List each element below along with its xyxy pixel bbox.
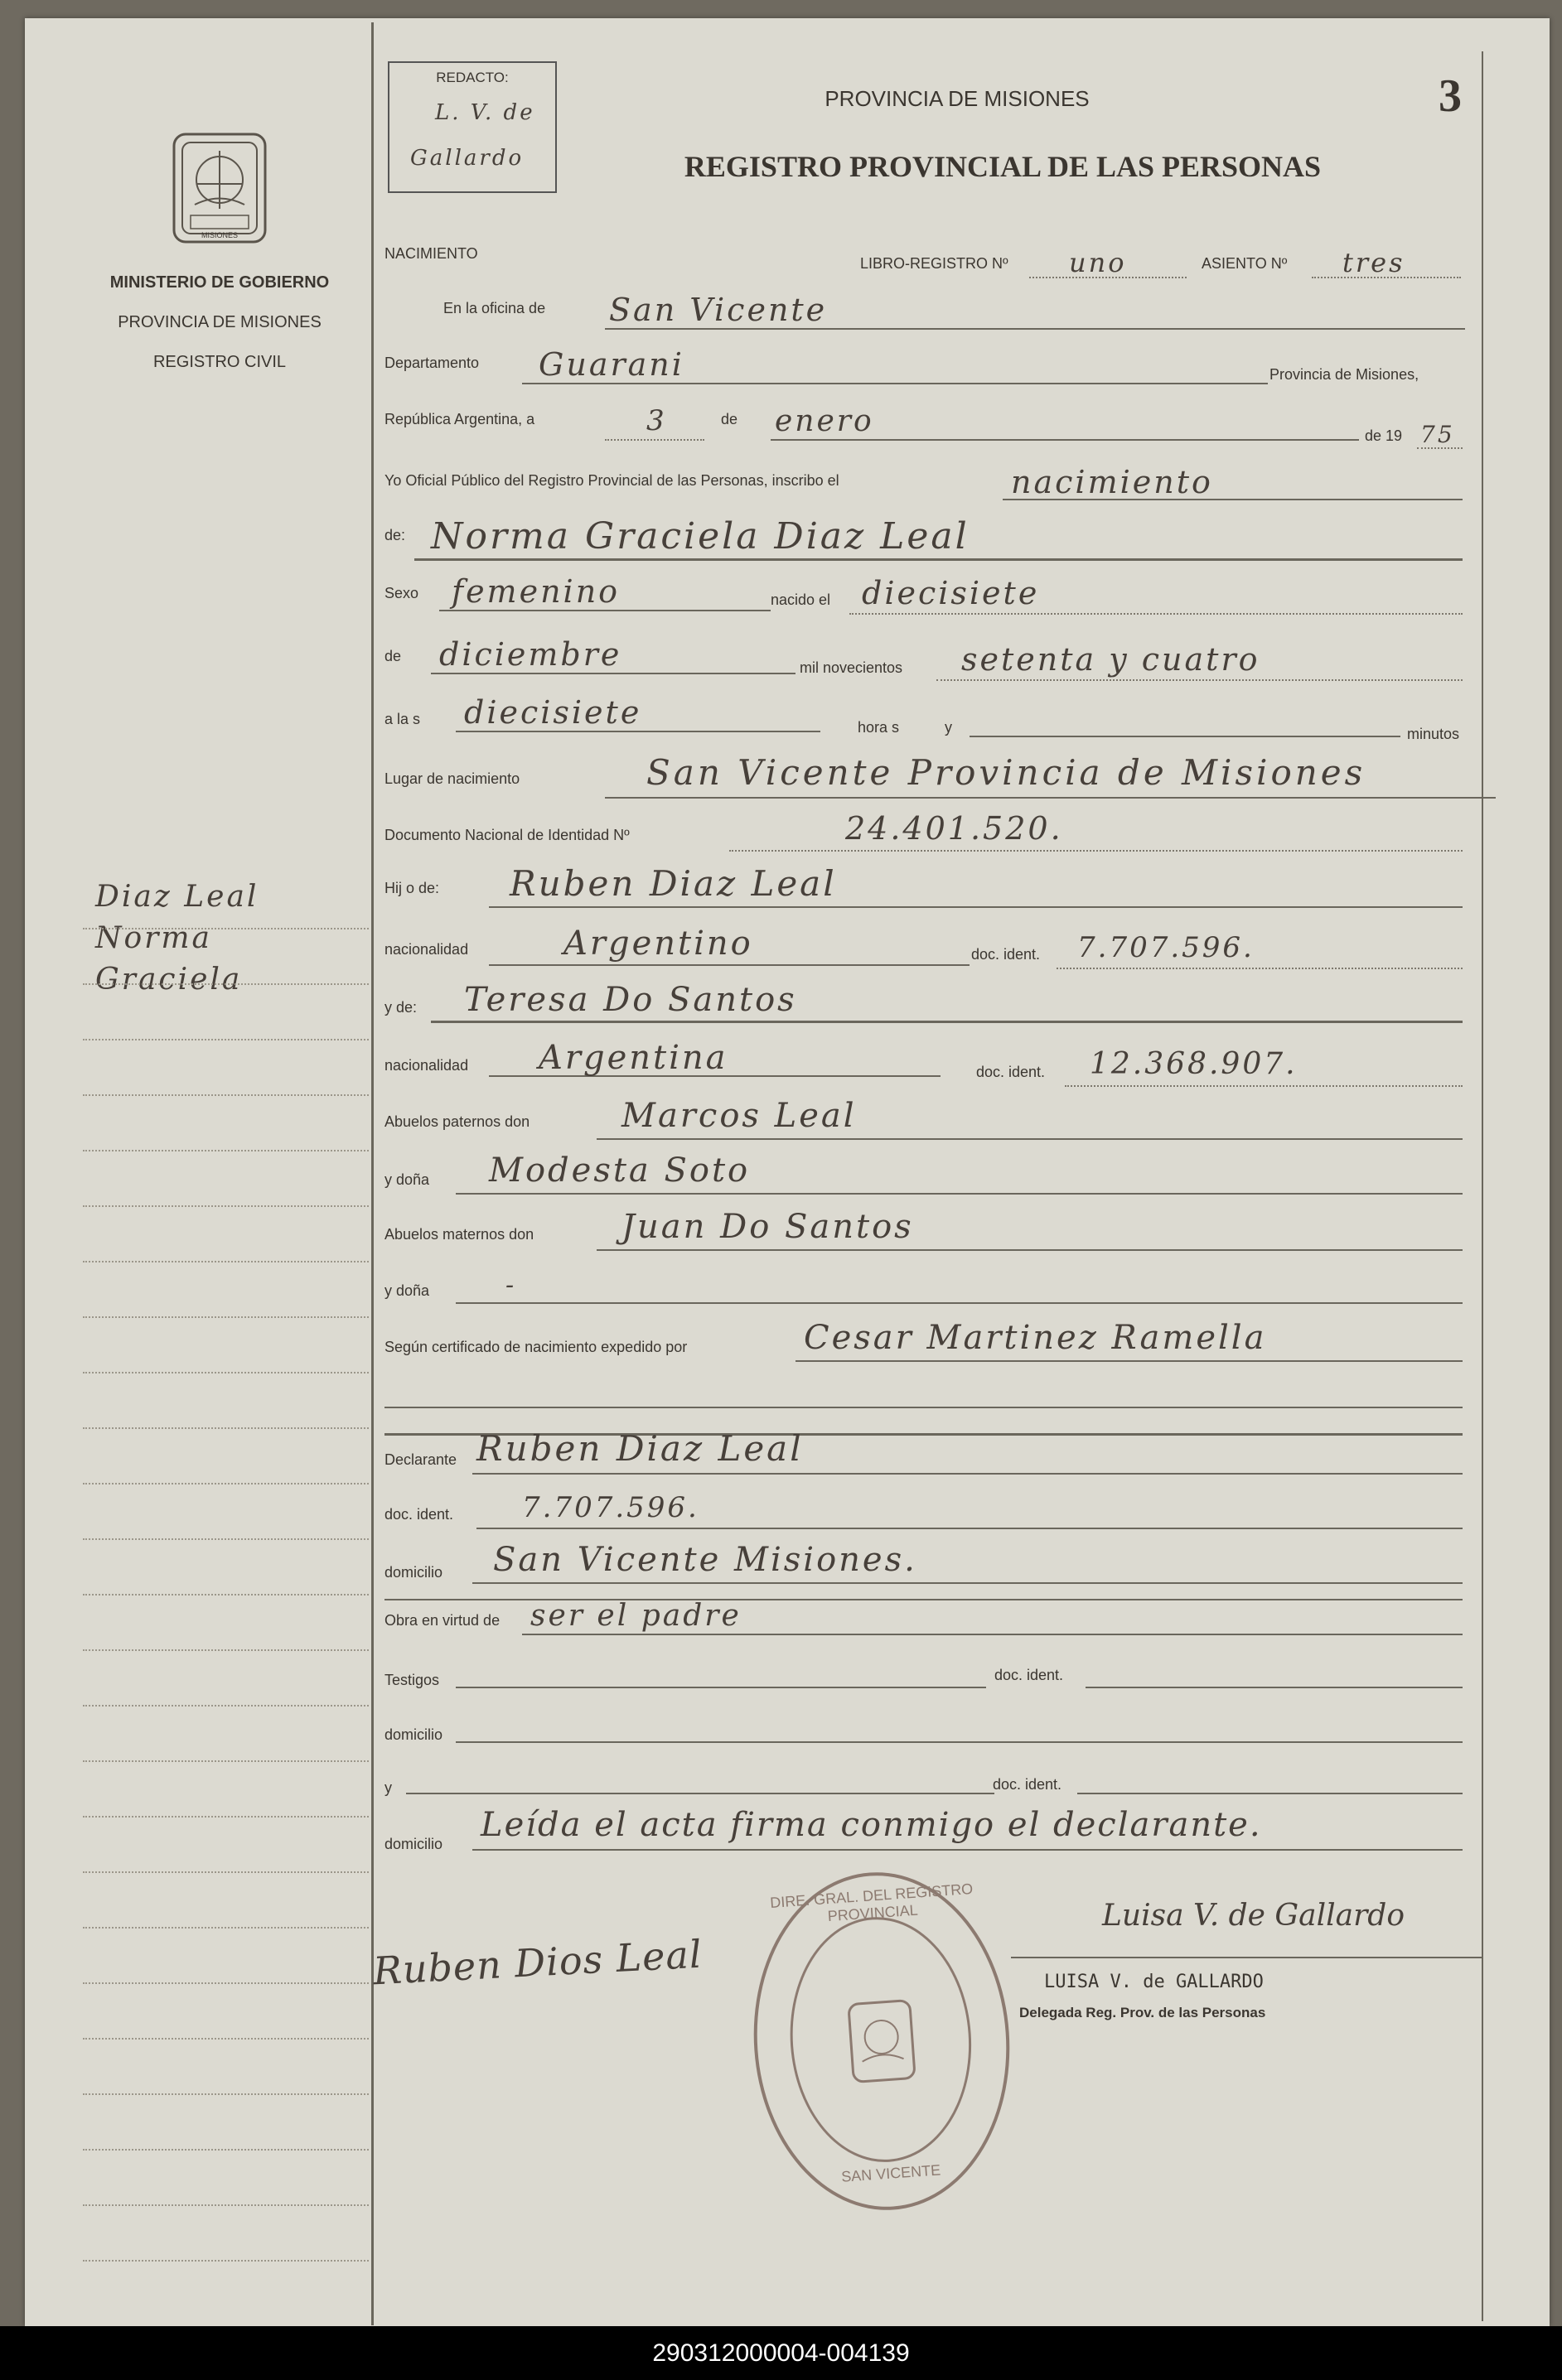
mil-label: mil novecientos	[800, 659, 903, 676]
declarante-value: Ruben Diaz Leal	[476, 1428, 804, 1469]
certificado-line-2	[384, 1407, 1463, 1408]
obra-line	[522, 1634, 1463, 1635]
declarante-line	[472, 1473, 1463, 1475]
madre-doc-line	[1065, 1085, 1463, 1087]
margin-dotted-line	[83, 1871, 369, 1873]
acto-value: nacimiento	[1011, 464, 1213, 500]
testigos-label: Testigos	[384, 1672, 440, 1688]
mes-nac-value: diciembre	[439, 636, 622, 673]
asiento-value: tres	[1342, 247, 1405, 278]
margin-dotted-line	[83, 1039, 369, 1040]
yde-label: y de:	[384, 999, 418, 1016]
margin-dotted-line	[83, 2204, 369, 2206]
margin-dotted-line	[83, 1150, 369, 1151]
margin-dotted-line	[83, 1760, 369, 1762]
decl-doc-line	[476, 1528, 1463, 1529]
margin-dotted-line	[83, 2093, 369, 2095]
margin-dotted-line	[83, 928, 369, 929]
declarante-signature: Ruben Dios Leal	[371, 1931, 704, 1994]
margin-dotted-line	[83, 1816, 369, 1818]
image-caption: 290312000004-004139	[0, 2326, 1562, 2380]
margin-name-line-1: Diaz Leal	[95, 880, 259, 914]
ab-pat-dona-label: y doña	[384, 1171, 430, 1188]
hijo-label: Hij o de:	[384, 880, 440, 896]
ab-mat-label: Abuelos maternos don	[384, 1226, 534, 1243]
certificado-line	[796, 1360, 1463, 1362]
province-heading: PROVINCIA DE MISIONES	[825, 86, 1090, 111]
margin-dotted-line	[83, 1483, 369, 1484]
padre-nac-line	[489, 964, 970, 966]
asiento-label: ASIENTO Nº	[1202, 255, 1288, 272]
madre-nac-label: nacionalidad	[384, 1057, 469, 1074]
padre-nac-value: Argentino	[563, 924, 753, 963]
hora-line	[456, 731, 820, 732]
redacto-label: REDACTO:	[436, 70, 509, 85]
dia-nac-line	[849, 613, 1463, 615]
oficina-value: San Vicente	[609, 292, 828, 328]
margin-dotted-line	[83, 1594, 369, 1596]
margin-dotted-line	[83, 1649, 369, 1651]
ab-mat-dona-label: y doña	[384, 1282, 430, 1299]
madre-nac-value: Argentina	[539, 1039, 728, 1077]
margin-dotted-line	[83, 1538, 369, 1540]
testigos-doc-label: doc. ident.	[994, 1667, 1064, 1683]
padre-doc-line	[1057, 968, 1463, 969]
y2-label: y	[384, 1779, 392, 1796]
de2-label: de:	[384, 527, 406, 543]
province-label: PROVINCIA DE MISIONES	[118, 313, 322, 331]
obra-label: Obra en virtud de	[384, 1612, 501, 1629]
oficial-signature: Luisa V. de Gallardo	[1102, 1899, 1405, 1933]
decl-dom-line	[472, 1582, 1463, 1584]
testigos-doc-line	[1086, 1687, 1463, 1688]
margin-dotted-line	[83, 2038, 369, 2040]
oficial-signature-line	[1011, 1957, 1483, 1958]
decl-dom-label: domicilio	[384, 1564, 443, 1581]
decl-dom-value: San Vicente Misiones.	[493, 1541, 917, 1579]
y-label: y	[945, 719, 952, 736]
official-stamp	[742, 1864, 1021, 2218]
redacto-value-2: Gallardo	[410, 146, 525, 171]
margin-dotted-line	[83, 1261, 369, 1262]
de3-label: de	[384, 648, 402, 664]
madre-line	[431, 1021, 1463, 1023]
mes-nac-line	[431, 673, 796, 674]
departamento-value: Guarani	[539, 346, 684, 383]
month-line	[771, 439, 1359, 441]
ab-pat-don-value: Marcos Leal	[621, 1097, 857, 1135]
margin-dotted-line	[83, 2260, 369, 2262]
lugar-label: Lugar de nacimiento	[384, 770, 520, 787]
lugar-value: San Vicente Provincia de Misiones	[646, 752, 1366, 793]
y2-doc-label: doc. ident.	[993, 1776, 1062, 1793]
day-line	[605, 439, 704, 441]
testigos-dom-label: domicilio	[384, 1726, 443, 1743]
sexo-label: Sexo	[384, 585, 419, 601]
margin-dotted-line	[83, 1705, 369, 1707]
oficina-label: En la oficina de	[443, 300, 546, 316]
registry-label: REGISTRO CIVIL	[152, 353, 287, 371]
nacido-label: nacido el	[771, 591, 831, 608]
departamento-label: Departamento	[384, 355, 480, 371]
redacto-value-1: L. V. de	[435, 100, 535, 125]
margin-dotted-line	[83, 1372, 369, 1373]
section-label: NACIMIENTO	[384, 245, 478, 262]
ab-mat-dona-value: -	[505, 1271, 517, 1300]
margin-dotted-line	[83, 2149, 369, 2151]
testigos-dom-line	[456, 1741, 1463, 1743]
padre-line	[489, 906, 1463, 908]
stamp-text: DIRE. GRAL. DEL REGISTRO PROVINCIAL	[769, 1880, 974, 1925]
page-number: 3	[1439, 70, 1462, 122]
sexo-line	[439, 610, 771, 611]
alas-label: a la s	[384, 711, 421, 727]
stamp-emblem-icon	[841, 1993, 921, 2089]
madre-value: Teresa Do Santos	[464, 981, 797, 1019]
hora-value: diecisiete	[464, 694, 642, 731]
certificado-value: Cesar Martinez Ramella	[804, 1319, 1267, 1357]
padre-doc-value: 7.707.596.	[1077, 931, 1255, 964]
margin-dotted-line	[83, 1427, 369, 1429]
nombre-value: Norma Graciela Diaz Leal	[431, 515, 970, 558]
padre-value: Ruben Diaz Leal	[510, 863, 837, 904]
y2-line	[406, 1793, 994, 1794]
decl-doc-value: 7.707.596.	[522, 1491, 699, 1524]
horas-label: hora s	[858, 719, 900, 736]
redacto-box	[388, 61, 557, 193]
margin-dotted-line	[83, 1205, 369, 1207]
padre-nac-label: nacionalidad	[384, 941, 469, 958]
dni-label: Documento Nacional de Identidad Nº	[384, 827, 630, 843]
decl-doc-label: doc. ident.	[384, 1506, 454, 1523]
oficial-title: Delegada Reg. Prov. de las Personas	[1019, 2005, 1266, 2020]
right-rule	[1482, 51, 1483, 2321]
padre-doc-label: doc. ident.	[971, 946, 1041, 963]
stamp-bottom-text: SAN VICENTE	[840, 2161, 941, 2185]
y2-doc-line	[1077, 1793, 1463, 1794]
obra-value: ser el padre	[530, 1599, 742, 1633]
republica-label: República Argentina, a	[384, 411, 535, 427]
ab-pat-dona-value: Modesta Soto	[489, 1151, 751, 1190]
minutos-line	[970, 736, 1400, 737]
dni-line	[729, 850, 1463, 852]
ab-pat-label: Abuelos paternos don	[384, 1113, 530, 1130]
margin-dotted-line	[83, 1927, 369, 1929]
ab-mat-dona-line	[456, 1302, 1463, 1304]
margin-dotted-line	[83, 1094, 369, 1096]
oficina-line	[605, 328, 1465, 330]
final-dom-label: domicilio	[384, 1836, 443, 1852]
dia-nac-value: diecisiete	[862, 575, 1040, 611]
declarante-label: Declarante	[384, 1451, 457, 1468]
document-page	[25, 18, 1550, 2326]
departamento-line	[522, 383, 1268, 384]
lugar-line	[605, 797, 1496, 799]
madre-doc-label: doc. ident.	[976, 1064, 1046, 1080]
libro-value: uno	[1069, 247, 1127, 278]
margin-dotted-line	[83, 983, 369, 985]
anio-nac-line	[936, 679, 1463, 681]
margin-name-line-2: Norma	[95, 921, 212, 955]
minutos-label: minutos	[1407, 726, 1460, 742]
day-value: 3	[646, 404, 667, 437]
year-prefix: de 19	[1365, 427, 1403, 444]
provincia-suffix: Provincia de Misiones,	[1269, 366, 1419, 383]
anio-nac-value: setenta y cuatro	[961, 641, 1260, 678]
oficial-label: Yo Oficial Público del Registro Provincial de las Personas, inscribo el	[384, 472, 839, 489]
ab-pat-don-line	[597, 1138, 1463, 1140]
libro-label: LIBRO-REGISTRO Nº	[860, 255, 1008, 272]
final-value: Leída el acta firma conmigo el declarante.	[481, 1806, 1262, 1844]
testigos-line	[456, 1687, 986, 1688]
month-value: enero	[775, 404, 874, 438]
year-value: 75	[1420, 421, 1455, 448]
madre-doc-value: 12.368.907.	[1090, 1047, 1298, 1081]
registry-title: REGISTRO PROVINCIAL DE LAS PERSONAS	[684, 150, 1322, 183]
margin-dotted-line	[83, 1316, 369, 1318]
de-label: de	[721, 411, 738, 427]
sexo-value: femenino	[452, 573, 621, 610]
margin-name-line-3: Graciela	[95, 963, 243, 997]
ab-mat-don-value: Juan Do Santos	[621, 1208, 914, 1246]
ministry-label: MINISTERIO DE GOBIERNO	[109, 273, 330, 292]
ab-mat-don-line	[597, 1249, 1463, 1251]
oficial-name: LUISA V. de GALLARDO	[1044, 1972, 1264, 1992]
emblem-label: MISIONES	[201, 231, 238, 239]
certificado-label: Según certificado de nacimiento expedido por	[384, 1339, 688, 1355]
final-line	[472, 1849, 1463, 1851]
nombre-line	[414, 558, 1463, 561]
dni-value: 24.401.520.	[845, 810, 1063, 847]
margin-dotted-line	[83, 1982, 369, 1984]
ab-pat-dona-line	[456, 1193, 1463, 1195]
